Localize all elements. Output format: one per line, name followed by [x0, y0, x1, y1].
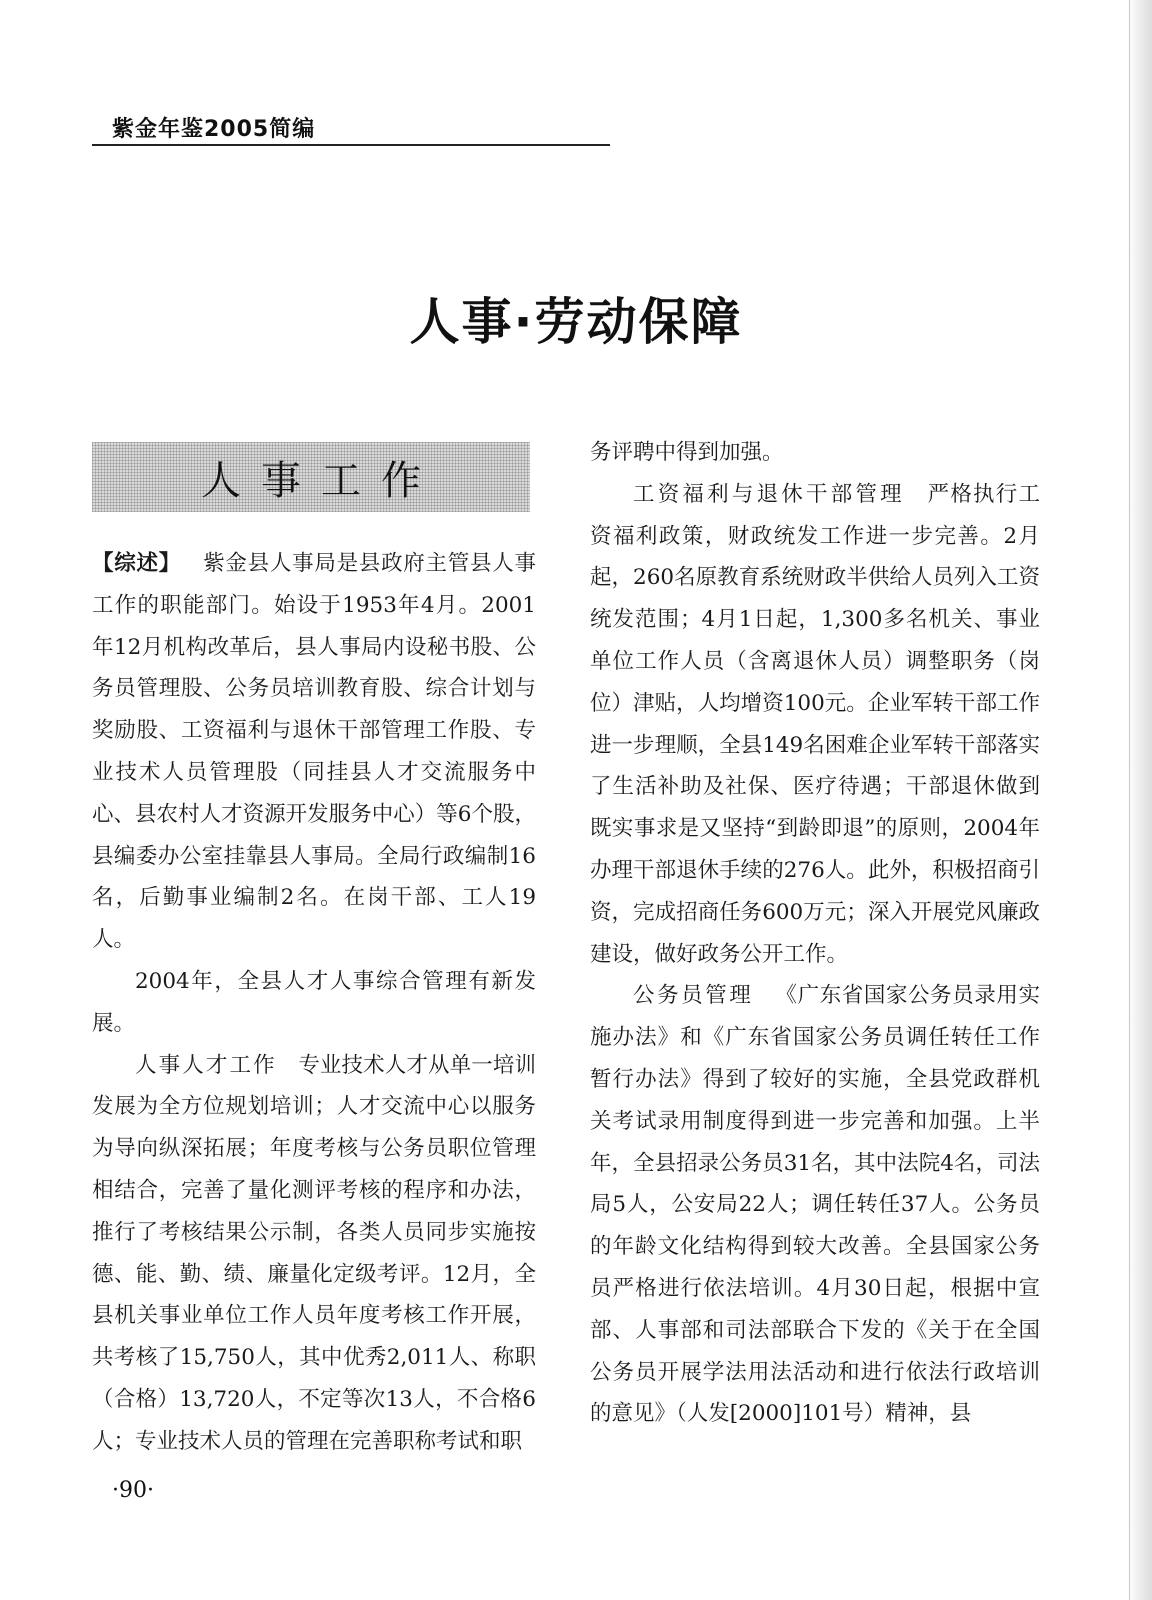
- talent-paragraph: [92, 1045, 536, 1463]
- development-paragraph: 2004年，全县人才人事综合管理有新发展。: [92, 968, 536, 1036]
- overview-label: 【综述】: [92, 551, 181, 576]
- talent-text: 专业技术人才从单一培训发展为全方位规划培训；人才交流中心以服务为导向纵深拓展；年度考核与公务员职位管理相结合，完善了量化测评考核的程序和办法，推行了考核结果公示制，各类人员同步实施按德、能、勤、绩、廉量化定级考评。12月，全县机关事业单位工作人员年度考核工作开展，共考核了15,750人，其中优秀2,011人、称职（合格）13,720人，不定等次13人，不合格6人；专业技术人员的管理在完善职称考试和职: [92, 1052, 536, 1454]
- left-column: [92, 543, 536, 1463]
- civil-servant-text: 《广东省国家公务员录用实施办法》和《广东省国家公务员调任转任工作暂行办法》得到了较好的实施，全县党政群机关考试录用制度得到进一步完善和加强。上半年，全县招录公务员31名，其中法院4名，司法局5人，公安局22人；调任转任37人。公务员的年龄文化结构得到较大改善。全县国家公务员严格进行依法培训。4月30日起，根据中宣部、人事部和司法部联合下发的《关于在全国公务员开展学法用法活动和进行依法行政培训的意见》（人发[2000]101号）精神，县: [590, 983, 1040, 1427]
- wage-paragraph: [590, 474, 1040, 976]
- overview-paragraph: [92, 543, 536, 961]
- page-edge-line: [1129, 0, 1130, 1600]
- wage-heading: 工资福利与退休干部管理: [633, 481, 905, 507]
- running-header: 紫金年鉴2005简编: [112, 117, 316, 142]
- talent-heading: 人事人才工作: [135, 1052, 277, 1078]
- civil-servant-paragraph: [590, 975, 1040, 1435]
- continuation-paragraph: 务评聘中得到加强。: [590, 440, 784, 465]
- chapter-title: 人事·劳动保障: [409, 293, 743, 351]
- section-banner: [92, 442, 530, 512]
- civil-servant-heading: 公务员管理: [633, 983, 754, 1009]
- wage-text: 严格执行工资福利政策，财政统发工作进一步完善。2月起，260名原教育系统财政半供给人员列入工资统发范围；4月1日起，1,300多名机关、事业单位工作人员（含离退休人员）调整职务（岗位）津贴，人均增资100元。企业军转干部工作进一步理顺，全县149名困难企业军转干部落实了生活补助及社保、医疗待遇；干部退休做到既实事求是又坚持“到龄即退”的原则，2004年办理干部退休手续的276人。此外，积极招商引资，完成招商任务600万元；深入开展党风廉政建设，做好政务公开工作。: [590, 481, 1040, 967]
- header-rule: [92, 144, 610, 146]
- page-number: ·90·: [112, 1478, 154, 1503]
- right-column: [590, 432, 1040, 1435]
- section-banner-title: 人事工作: [201, 457, 441, 504]
- page-edge-shadow: [1128, 0, 1152, 1600]
- overview-text: 紫金县人事局是县政府主管县人事工作的职能部门。始设于1953年4月。2001年12月机构改革后，县人事局内设秘书股、公务员管理股、公务员培训教育股、综合计划与奖励股、工资福利与退休干部管理工作股、专业技术人员管理股（同挂县人才交流服务中心、县农村人才资源开发服务中心）等6个股，县编委办公室挂靠县人事局。全局行政编制16名，后勤事业编制2名。在岗干部、工人19人。: [92, 551, 536, 953]
